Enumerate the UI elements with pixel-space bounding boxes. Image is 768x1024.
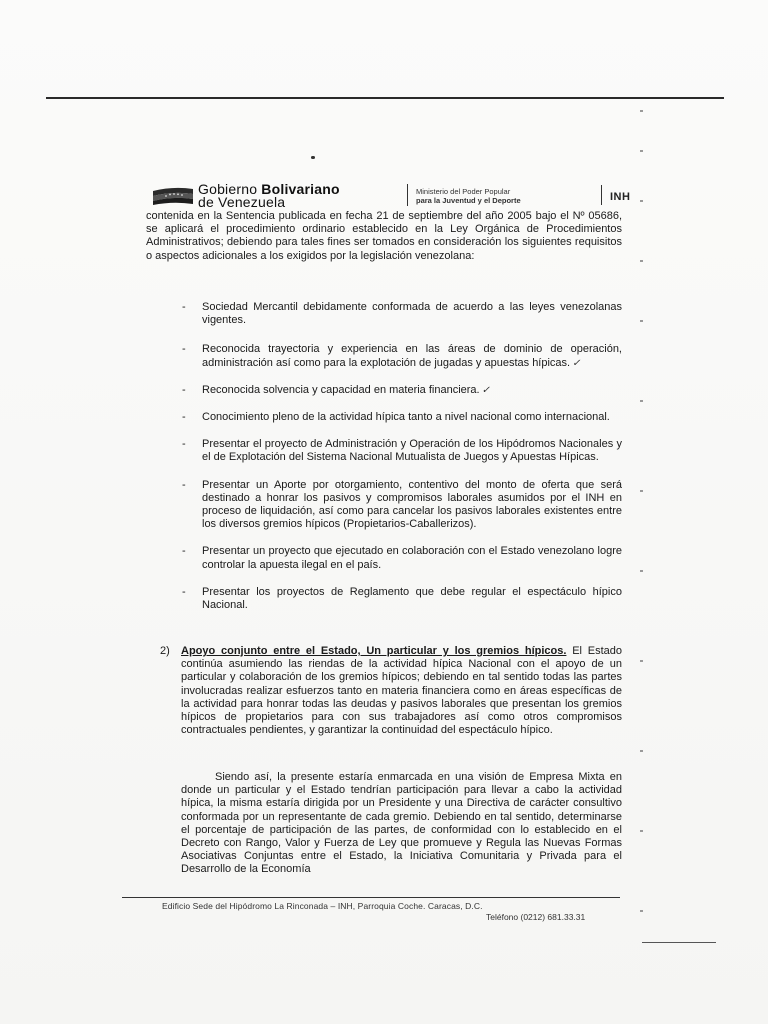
list-item — [182, 545, 622, 571]
bullet-dash: - — [182, 438, 186, 451]
bullet-dash: - — [182, 383, 186, 396]
government-name — [198, 183, 340, 209]
bullet-dash: - — [182, 478, 186, 491]
bullet-text: Presentar el proyecto de Administración y Operación de los Hipódromos Nacionales y el de Explotación del Sistema Nacional Mutualista de Juegos y Apuestas Hípicas. — [202, 438, 622, 464]
ministry-line1: Ministerio del Poder Popular — [416, 187, 511, 196]
footer-phone: Teléfono (0212) 681.33.31 — [486, 912, 586, 922]
scan-speck — [311, 156, 315, 159]
intro-paragraph: contenida en la Sentencia publicada en fecha 21 de septiembre del año 2005 bajo el Nº 05686, se aplicará el procedimiento ordinario establecido en la Ley Orgánica de Procedimientos Administrativos; debiendo para tales fines ser tomados en consideración los siguientes requisitos o aspectos adicionales a los exigidos por la legislación venezolana: — [146, 210, 622, 262]
ministry-line2: para la Juventud y el Deporte — [416, 196, 521, 205]
bullet-text: Conocimiento pleno de la actividad hípica tanto a nivel nacional como internacional. — [202, 411, 610, 424]
checkmark-icon: ✓ — [481, 384, 490, 396]
final-paragraph: Siendo así, la presente estaría enmarcada en una visión de Empresa Mixta en donde un particular y el Estado tendrían participación para llevar a cabo la actividad hípica, la misma estaría dirigida por un Presidente y una Directiva de carácter consultivo conformada por un representante de cada gremio. Debiendo en tal sentido, determinarse el porcentaje de participación de las partes, de conformidad con lo establecido en el Decreto con Rango, Valor y Fuerza de Ley que promueve y Regula las Nuevas Formas Asociativas Conjuntas entre el Estado, la Iniciativa Comunitaria y Privada para el Desarrollo de la Economía — [181, 771, 622, 876]
bullet-dash: - — [182, 301, 186, 313]
requirements-list — [182, 301, 622, 612]
list-item — [182, 411, 622, 424]
section-text: El Estado continúa asumiendo las riendas de la actividad hípica Nacional con el apoyo de un particular y colaboración de los gremios hípicos; debiendo en tal sentido todas las partes involucradas realizar esfuerzos tanto en materia financiera como en áreas específicas de la actividad para honrar todas las deudas y pasivos laborales que presentan los gremios hípicos de propietarios para con sus trabajadores así como otros compromisos contractuales pendientes, y garantizar la continuidad del espectáculo hípico. — [181, 645, 623, 737]
list-item — [182, 343, 622, 369]
bullet-text: Sociedad Mercantil debidamente conformada de acuerdo a las leyes venezolanas vigentes. — [202, 301, 622, 327]
footer-address: Edificio Sede del Hipódromo La Rinconada – INH, Parroquia Coche. Caracas, D.C. — [162, 901, 483, 911]
margin-marks — [640, 110, 650, 940]
bullet-dash: - — [182, 411, 186, 424]
bullet-text: Reconocida trayectoria y experiencia en las áreas de dominio de operación, administración así como para la explotación de jugadas y apuestas hípicas. — [202, 343, 622, 369]
bullet-text: Presentar un proyecto que ejecutado en colaboración con el Estado venezolano logre controlar la apuesta ilegal en el país. — [202, 545, 622, 571]
header-divider — [407, 184, 408, 206]
gov-line2: de Venezuela — [198, 194, 286, 210]
tail-rule — [642, 942, 716, 943]
footer-rule — [122, 897, 620, 898]
list-item — [182, 586, 622, 612]
top-rule — [46, 97, 724, 99]
section-2-body — [181, 645, 622, 737]
gov-line1-prefix: Gobierno — [198, 181, 262, 197]
ministry-name — [416, 187, 521, 205]
header-divider-2 — [601, 185, 602, 205]
bullet-text: Presentar los proyectos de Reglamento que debe regular el espectáculo hípico Nacional. — [202, 585, 622, 612]
gov-line1-bold: Bolivariano — [261, 181, 340, 197]
list-item — [182, 479, 622, 532]
letterhead — [152, 182, 646, 210]
bullet-text: Reconocida solvencia y capacidad en materia financiera. — [202, 383, 480, 396]
bullet-dash: - — [182, 545, 186, 558]
bullet-dash: - — [182, 343, 186, 356]
venezuela-flag-logo — [152, 185, 194, 205]
list-item — [182, 384, 622, 397]
section-heading: Apoyo conjunto entre el Estado, Un particular y los gremios hípicos. — [181, 645, 567, 657]
checkmark-icon: ✓ — [572, 357, 581, 369]
inh-logo: INH — [610, 191, 631, 203]
list-item — [182, 301, 622, 327]
section-number: 2) — [160, 645, 170, 657]
bullet-dash: - — [182, 585, 186, 598]
bullet-text: Presentar un Aporte por otorgamiento, contentivo del monto de oferta que será destinado a honrar los pasivos y compromisos laborales asumidos por el INH en proceso de liquidación, así como para cancelar los pasivos laborales existentes entre los diversos gremios hípicos (Propietarios-Caballerizos). — [202, 478, 622, 531]
list-item — [182, 438, 622, 464]
